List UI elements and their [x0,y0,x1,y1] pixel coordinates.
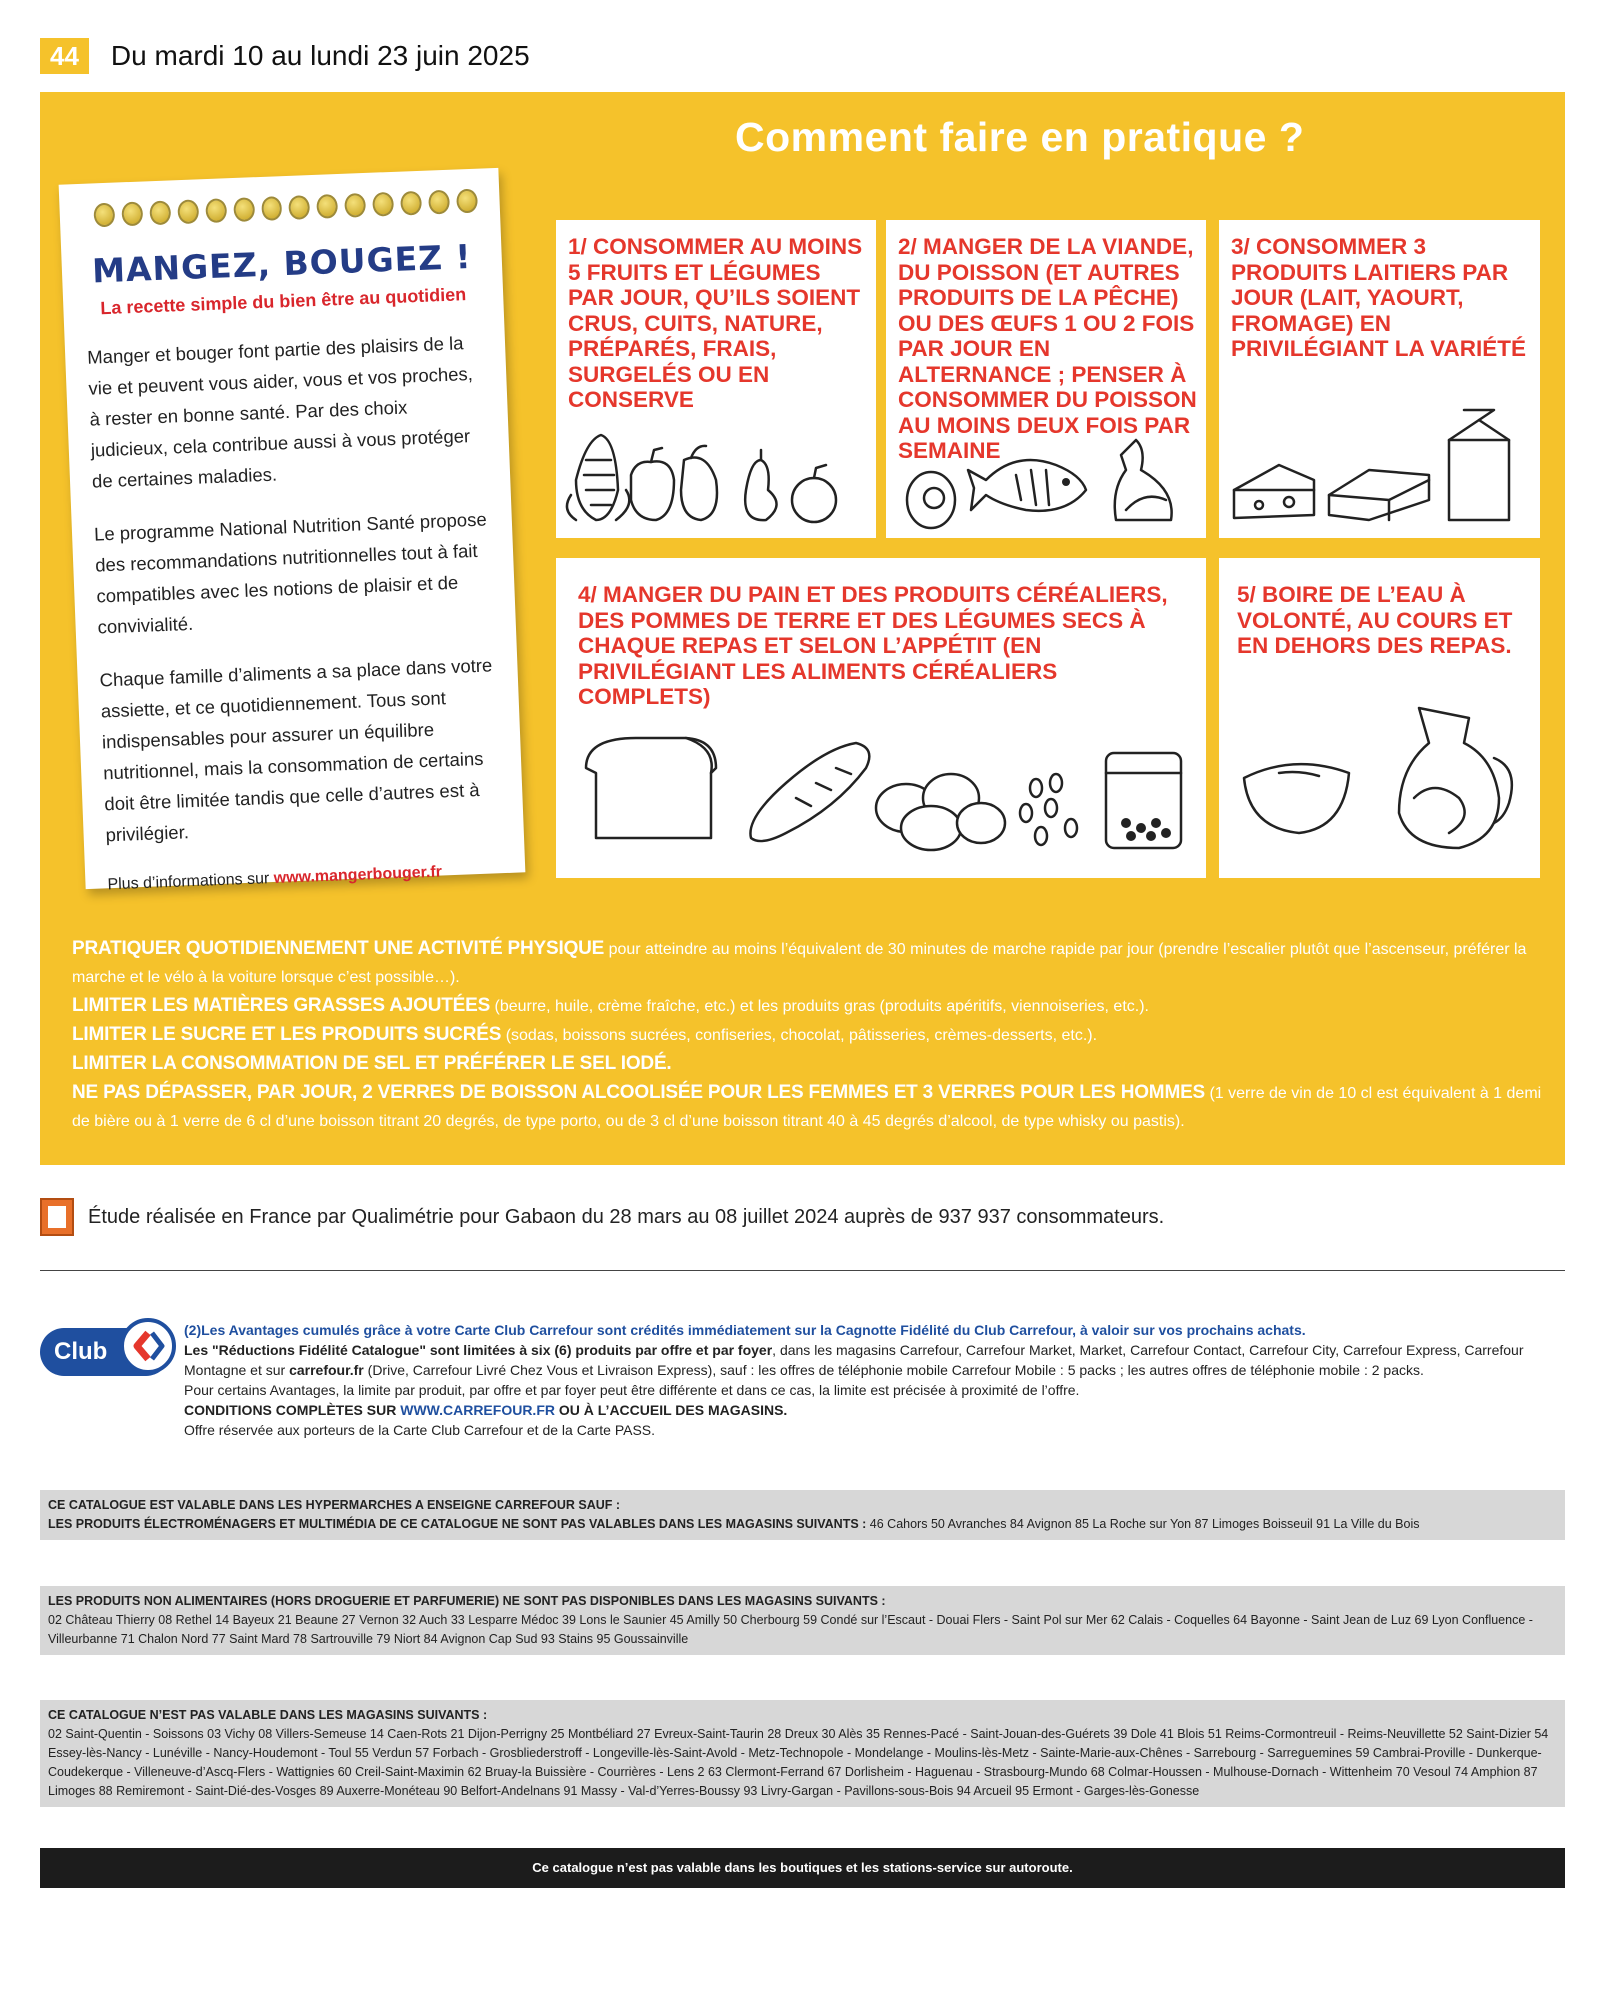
legal-line: Offre réservée aux porteurs de la Carte Club Carrefour et de la Carte PASS. [184,1422,656,1438]
card-text: 3/ CONSOMMER 3 PRODUITS LAITIERS PAR JOUR (LAIT, YAOURT, FROMAGE) EN PRIVILÉGIANT LA VARIÉTÉ [1231,234,1527,361]
mangez-bougez-note [59,168,526,894]
note-paragraph: Chaque famille d’aliments a sa place dans votre assiette, et ce quotidiennement. Tous sont indispensables pour assurer un équilibre nutritionnel, mais la consommation de certains doit être limitée tandis que celle d’autres est à privilégier. [99,654,493,846]
nutrition-panel [40,92,1565,1165]
excluded-stores-box: CE CATALOGUE N’EST PAS VALABLE DANS LES MAGASINS SUIVANTS : 02 Saint-Quentin - Soissons 03 Vichy 08 Villers-Semeuse 14 Caen-Rots 21 Dijon-Perrigny 25 Montbéliard 27 Evreux-Saint-Taurin 28 Dreux 30 Alès 35 Rennes-Pacé - Saint-Jouan-des-Guérets 39 Dole 41 Blois 51 Reims-Cormontreuil - Reims-Neuvillette 52 Saint-Dizier 54 Essey-lès-Nancy - Lunéville - Nancy-Houdemont - Toul 55 Verdun 57 Forbach - Grosbliederstroff - Longeville-lès-Saint-Avold - Metz-Technopole - Mondelange - Moulins-lès-Metz - Sainte-Marie-aux-Chênes - Sarrebourg - Sarreguemines 59 Cambrai-Proville - Dunkerque-Coudekerque - Villeneuve-d’Ascq-Flers - Wattignies 60 Creil-Saint-Maximin 62 Bruay-la Buissière - Courrières - Lens 2 63 Clermont-Ferrand 67 Dorlisheim - Haguenau - Strasbourg-Mundo 68 Colmar-Houssen - Mulhouse-Dornach - Wittenheim 70 Vesoul 74 Amphion 87 Limoges 88 Remiremont - Saint-Dié-des-Vosges 89 Auxerre-Monéteau 90 Belfort-Andelnans 91 Massy - Val-d’Yerres-Boussy 93 Livry-Gargan - Pavillons-sous-Bois 94 Arcueil 95 Ermont - Garges-lès-Gonesse [40,1700,1565,1807]
legal-line: CONDITIONS COMPLÈTES SUR WWW.CARREFOUR.FR OU À L’ACCUEIL DES MAGASINS. [184,1402,788,1418]
panel-title: Comment faire en pratique ? [735,114,1305,160]
fish-egg-meat-icon [886,420,1206,530]
spiral-binding [93,189,478,228]
card-meat-fish [886,220,1206,538]
card-cereals [556,558,1206,878]
note-paragraph: Le programme National Nutrition Santé propose des recommandations nutritionnelles tout à fait compatibles avec les notions de plaisir et de convivialité. [93,508,488,638]
bread-potato-icon [556,728,1206,858]
study-note [40,1198,1164,1236]
water-jug-icon [1219,698,1540,858]
non-food-exclusion-box: LES PRODUITS NON ALIMENTAIRES (HORS DROGUERIE ET PARFUMERIE) NE SONT PAS DISPONIBLES DANS LES MAGASINS SUIVANTS : 02 Château Thierry 08 Rethel 14 Bayeux 21 Beaune 27 Vernon 32 Auch 33 Lesparre Médoc 39 Lons le Saunier 45 Amilly 50 Cherbourg 59 Condé sur l’Escaut - Douai Flers - Saint Pol sur Mer 62 Calais - Coquelles 64 Bayonne - Saint Jean de Luz 69 Lyon Confluence - Villeurbanne 71 Chalon Nord 77 Saint Mard 78 Sartrouville 79 Niort 84 Avignon Cap Sud 93 Stains 95 Goussainville [40,1586,1565,1655]
more-info: Plus d’informations sur www.mangerbouger.fr [107,863,443,894]
card-text: 4/ MANGER DU PAIN ET DES PRODUITS CÉRÉALIERS, DES POMMES DE TERRE ET DES LÉGUMES SECS À CHAQUE REPAS ET SELON L’APPÉTIT (EN PRIVILÉGIANT LES ALIMENTS CÉRÉALIERS COMPLETS) [578,582,1168,709]
card-text: 1/ CONSOMMER AU MOINS 5 FRUITS ET LÉGUMES PAR JOUR, QU’ILS SOIENT CRUS, CUITS, NATURE, PRÉPARÉS, FRAIS, SURGELÉS OU EN CONSERVE [568,234,863,412]
card-text: 5/ BOIRE DE L’EAU À VOLONTÉ, AU COURS ET EN DEHORS DES REPAS. [1237,582,1513,658]
health-rules [72,935,1542,1136]
club-carrefour-logo [40,1318,175,1378]
badge-icon [40,1198,74,1236]
carrefour-icon [120,1318,176,1374]
carrefour-site-link[interactable]: WWW.CARREFOUR.FR [400,1402,555,1418]
study-text: Étude réalisée en France par Qualimétrie pour Gabaon du 28 mars au 08 juillet 2024 auprès de 937 937 consommateurs. [88,1205,1165,1228]
mangerbouger-link[interactable]: www.mangerbouger.fr [273,863,443,887]
card-text: 2/ MANGER DE LA VIANDE, DU POISSON (ET AUTRES PRODUITS DE LA PÊCHE) OU DES ŒUFS 1 OU 2 FOIS PAR JOUR EN ALTERNANCE ; PENSER À CONSOMMER DU POISSON AU MOINS DEUX FOIS PAR SEMAINE [898,234,1197,463]
validity-box-hypermarkets: CE CATALOGUE EST VALABLE DANS LES HYPERMARCHES A ENSEIGNE CARREFOUR SAUF : LES PRODUITS ÉLECTROMÉNAGERS ET MULTIMÉDIA DE CE CATALOGUE NE SONT PAS VALABLES DANS LES MAGASINS SUIVANTS : 46 Cahors 50 Avranches 84 Avignon 85 La Roche sur Yon 87 Limoges Boisseuil 91 La Ville du Bois [40,1490,1565,1540]
rule-line: LIMITER LA CONSOMMATION DE SEL ET PRÉFÉRER LE SEL IODÉ. [72,1053,672,1074]
legal-line: Pour certains Avantages, la limite par produit, par offre et par foyer peut être différente et dans ce cas, la limite est précisée à proximité de l’offre. [184,1382,1080,1398]
carrefour-link[interactable]: carrefour.fr [289,1362,364,1378]
page-number: 44 [40,38,89,74]
divider [40,1270,1565,1271]
page-header [40,38,530,74]
validity-dates: Du mardi 10 au lundi 23 juin 2025 [110,40,530,71]
rule-line: LIMITER LE SUCRE ET LES PRODUITS SUCRÉS (sodas, boissons sucrées, confiseries, chocolat, pâtisseries, crèmes-desserts, etc.). [72,1024,1098,1045]
club-legal-text [184,1320,1569,1440]
legal-line: (2)Les Avantages cumulés grâce à votre Carte Club Carrefour sont crédités immédiatement sur la Cagnotte Fidélité du Club Carrefour, à valoir sur vos prochains achats. [184,1322,1306,1338]
card-fruits-vegetables [556,220,876,538]
note-paragraph: Manger et bouger font partie des plaisirs de la vie et peuvent vous aider, vous et vos proches, à rester en bonne santé. Par des choix judicieux, cela contribue aussi à vous protéger de certaines maladies. [86,332,474,492]
dairy-icon [1219,400,1540,530]
card-dairy [1219,220,1540,538]
club-label: Club [40,1328,170,1376]
note-title: MANGEZ, BOUGEZ ! [91,236,473,291]
rule-line: LIMITER LES MATIÈRES GRASSES AJOUTÉES (beurre, huile, crème fraîche, etc.) et les produits gras (produits apéritifs, viennoiseries, etc.). [72,995,1149,1016]
legal-line: Les "Réductions Fidélité Catalogue" sont limitées à six (6) produits par offre et par foyer, dans les magasins Carrefour, Carrefour Market, Market, Carrefour Contact, Carrefour City, Carrefour Express, Carrefour Montagne et sur carrefour.fr (Drive, Carrefour Livré Chez Vous et Livraison Express), sauf : les offres de téléphonie mobile Carrefour Mobile : 5 packs ; les autres offres de téléphonie mobile : 2 packs. [184,1342,1524,1378]
footer-notice: Ce catalogue n’est pas valable dans les boutiques et les stations-service sur autoroute. [40,1848,1565,1888]
vegetables-icon [556,420,876,530]
rule-line: PRATIQUER QUOTIDIENNEMENT UNE ACTIVITÉ PHYSIQUE pour atteindre au moins l’équivalent de 30 minutes de marche rapide par jour (prendre l’escalier plutôt que l’ascenseur, préférer la marche et le vélo à la voiture lorsque c’est possible…). [72,938,1527,986]
card-water [1219,558,1540,878]
note-subtitle: La recette simple du bien être au quotidien [99,284,467,319]
rule-line: NE PAS DÉPASSER, PAR JOUR, 2 VERRES DE BOISSON ALCOOLISÉE POUR LES FEMMES ET 3 VERRES POUR LES HOMMES (1 verre de vin de 10 cl est équivalent à 1 demi de bière ou à 1 verre de 6 cl d’une boisson titrant 20 degrés, de type porto, ou de 3 cl d’une boisson titrant 40 à 45 degrés d’alcool, de type whisky ou pastis). [72,1082,1542,1130]
